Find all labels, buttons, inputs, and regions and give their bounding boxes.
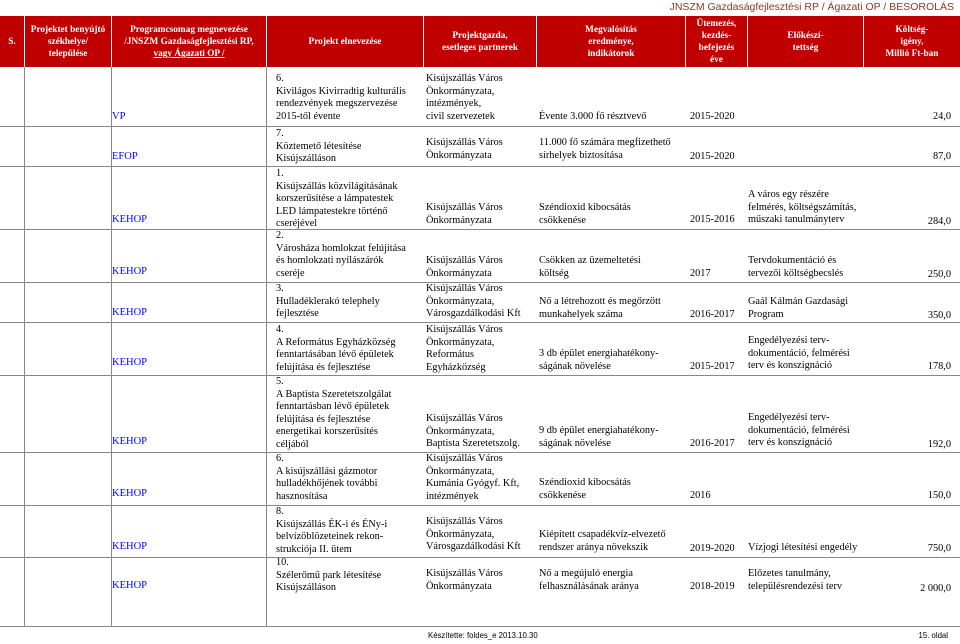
project-result-8: Kiépített csapadékvíz-elvezető rendszer aránya növekszik [539, 529, 666, 553]
project-preparation-2: A város egy részére felmérés, költségszámítás, műszaki tanulmányterv [748, 189, 857, 226]
project-result-2: Széndioxid kibocsátás csökkenése [539, 202, 631, 226]
project-owner-2: Kisújszállás Város Önkormányzata [426, 202, 503, 226]
program-1: EFOP [112, 151, 138, 162]
header-preparation: Előkészí- tettség [787, 30, 824, 53]
project-preparation-5: Engedélyezési terv- dokumentáció, felmérési terv és konszignáció [748, 335, 850, 372]
header-program [112, 16, 266, 67]
project-name-2: 1. Kisújszállás közvilágításának korszerűsítése a lámpatestek LED lámpatestekre történő cseréjével [276, 168, 398, 230]
project-preparation-9: Előzetes tanulmány, településrendezési terv [748, 568, 843, 592]
project-schedule-9: 2018-2019 [690, 581, 735, 592]
project-owner-4: Kisújszállás Város Önkormányzata, Városgazdálkodási Kft [426, 283, 521, 320]
footer-page-number: 15. oldal [918, 631, 948, 640]
program-2: KEHOP [112, 214, 148, 225]
program-3: KEHOP [112, 266, 148, 277]
program-7: KEHOP [112, 488, 148, 499]
project-name-5: 4. A Református Egyházközség fenntartásában lévő épületek felújítása és fejlesztése [276, 324, 396, 373]
program-4: KEHOP [112, 307, 148, 318]
project-schedule-7: 2016 [690, 490, 711, 501]
project-result-4: Nő a létrehozott és megőrzött munkahelyek száma [539, 296, 661, 320]
project-cost-4: 350,0 [927, 310, 951, 321]
program-8: KEHOP [112, 541, 148, 552]
project-cost-0: 24,0 [932, 111, 951, 122]
project-schedule-0: 2015-2020 [690, 111, 735, 122]
project-schedule-3: 2017 [690, 268, 711, 279]
project-schedule-4: 2016-2017 [690, 309, 735, 320]
header-owner: Projektgazda, esetleges partnerek [442, 30, 518, 53]
table-header [0, 16, 960, 67]
project-cost-1: 87,0 [932, 151, 951, 162]
project-owner-5: Kisújszállás Város Önkormányzata, Református Egyházközség [426, 324, 503, 373]
project-owner-6: Kisújszállás Város Önkormányzata, Baptista Szeretetszolg. [426, 413, 520, 450]
project-owner-1: Kisújszállás Város Önkormányzata [426, 137, 503, 161]
project-owner-8: Kisújszállás Város Önkormányzata, Városgazdálkodási Kft [426, 516, 521, 553]
header-result: Megvalósítás eredménye, indikátorok [585, 24, 637, 59]
project-cost-2: 284,0 [927, 216, 951, 227]
header-serial: S. [8, 36, 16, 47]
program-9: KEHOP [112, 580, 148, 591]
footer-author: Készítette: foldes_e 2013.10.30 [428, 631, 538, 640]
project-preparation-6: Engedélyezési terv- dokumentáció, felmérési terv és konszignáció [748, 412, 850, 449]
project-result-1: 11.000 fő számára megfizethető sírhelyek biztosítása [539, 137, 671, 161]
header-program-line2: vagy Ágazati OP / [153, 48, 225, 59]
header-cost: Költség- igény, Millió Ft-ban [885, 24, 939, 59]
project-cost-5: 178,0 [927, 361, 951, 372]
project-owner-0: Kisújszállás Város Önkormányzata, intézmények, civil szervezetek [426, 73, 503, 122]
project-owner-9: Kisújszállás Város Önkormányzata [426, 568, 503, 592]
project-name-6: 5. A Baptista Szeretetszolgálat fenntartásban lévő épületek felújítása és fejlesztése energetikai korszerűsítés céljából [276, 376, 392, 450]
project-owner-7: Kisújszállás Város Önkormányzata, Kumánia Gyógyf. Kft, intézmények [426, 453, 520, 502]
project-cost-9: 2 000,0 [920, 583, 951, 594]
project-schedule-6: 2016-2017 [690, 438, 735, 449]
project-schedule-8: 2019-2020 [690, 543, 735, 554]
project-cost-7: 150,0 [927, 490, 951, 501]
project-preparation-4: Gaál Kálmán Gazdasági Program [748, 296, 849, 320]
project-name-3: 2. Városháza homlokzat felújítása és homlokzati nyílászárók cseréje [276, 230, 406, 279]
project-schedule-5: 2015-2017 [690, 361, 735, 372]
project-schedule-2: 2015-2016 [690, 214, 735, 225]
project-name-4: 3. Hulladéklerakó telephely fejlesztése [276, 283, 380, 320]
header-applicant: Projektet benyújtó székhelye/ települése [30, 24, 106, 59]
program-5: KEHOP [112, 357, 148, 368]
project-schedule-1: 2015-2020 [690, 151, 735, 162]
project-name-7: 6. A kisújszállási gázmotor hulladékhőjének további hasznosítása [276, 453, 378, 502]
project-cost-6: 192,0 [927, 439, 951, 450]
project-result-9: Nő a megújuló energia felhasználásának aránya [539, 568, 639, 592]
document-title: JNSZM Gazdaságfejlesztési RP / Ágazati OP / BESOROLÁS [669, 1, 954, 13]
project-preparation-3: Tervdokumentáció és tervezői költségbecslés [748, 255, 844, 279]
project-result-7: Széndioxid kibocsátás csökkenése [539, 477, 631, 501]
header-schedule: Ütemezés, kezdés- befejezés éve [696, 18, 737, 65]
project-result-3: Csökken az üzemeltetési költség [539, 255, 641, 279]
project-name-9: 10. Szélerőmű park létesítése Kisújszálláson [276, 557, 382, 594]
project-preparation-8: Vízjogi létesítési engedély [748, 542, 858, 553]
header-program-line1: Programcsomag megnevezése /JNSZM Gazdaságfejlesztési RP, [124, 24, 254, 47]
program-0: VP [112, 111, 126, 122]
project-cost-3: 250,0 [927, 269, 951, 280]
project-name-0: 6. Kivilágos Kivirradtig kulturális rendezvények megszervezése 2015-től évente [276, 73, 406, 122]
project-owner-3: Kisújszállás Város Önkormányzata [426, 255, 503, 279]
project-name-1: 7. Köztemető létesítése Kisújszálláson [276, 128, 362, 165]
header-project-name: Projekt elnevezése [308, 36, 382, 47]
project-cost-8: 750,0 [927, 543, 951, 554]
project-result-6: 9 db épület energiahatékony- ságának növelése [539, 425, 659, 449]
project-name-8: 8. Kisújszállás ÉK-i és ÉNy-i belvízöblözeteinek rekon- strukciója II. ütem [276, 506, 388, 555]
project-result-5: 3 db épület energiahatékony- ságának növelése [539, 348, 659, 372]
project-result-0: Évente 3.000 fő résztvevő [539, 111, 647, 122]
program-6: KEHOP [112, 436, 148, 447]
